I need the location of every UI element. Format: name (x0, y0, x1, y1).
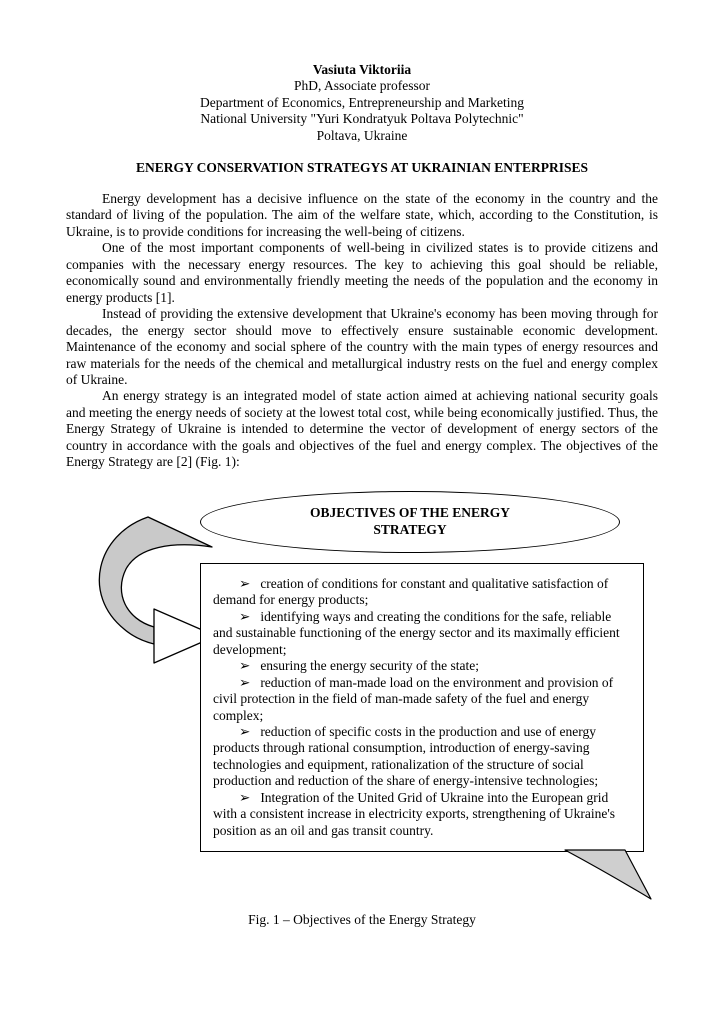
figure-objectives-box (200, 563, 644, 853)
objective-item (213, 576, 633, 609)
objective-text: ensuring the energy security of the state; (260, 658, 479, 674)
arrow-bullet-icon: ➢ (239, 608, 251, 624)
author-name: Vasiuta Viktoriia (312, 62, 412, 77)
objective-text: identifying ways and creating the conditions for the safe, reliable and sustainable functioning of the energy sector and its maximally efficient development; (213, 608, 620, 657)
objective-item (213, 675, 633, 724)
objective-item (213, 790, 633, 839)
objective-text: Integration of the United Grid of Ukraine into the European grid with a consistent increase in electricity exports, strengthening of Ukraine's position as an oil and gas transit country. (213, 789, 616, 838)
objective-text: reduction of specific costs in the production and use of energy products through rational consumption, introduction of energy-saving technologies and equipment, rationalization of the structure of social production and reduction of the share of energy-intensive technologies; (213, 724, 599, 789)
objective-item (213, 658, 633, 674)
figure-1 (66, 491, 658, 929)
paragraph-3: Instead of providing the extensive development that Ukraine's economy has been moving through for decades, the energy sector should move to effectively ensure sustainable economic development. Maintenance of the economy and social sphere of the country with the main types of energy resources and raw materials for the needs of the chemical and metallurgical industry rests on the fuel and energy complex of Ukraine. (66, 306, 658, 387)
arrow-bullet-icon: ➢ (239, 658, 251, 674)
paragraph-1: Energy development has a decisive influence on the state of the economy in the country and the standard of living of the population. The aim of the welfare state, which, according to the Constitution, is Ukraine, is to provide conditions for increasing the well-being of citizens. (66, 190, 658, 239)
author-university: National University "Yuri Kondratyuk Poltava Polytechnic" (200, 111, 524, 127)
paragraph-4: An energy strategy is an integrated model of state action aimed at achieving national security goals and meeting the energy needs of society at the lowest total cost, while being economically justified. Thus, the Energy Strategy of Ukraine is intended to determine the vector of development of energy sectors of the country in accordance with the goals and objectives of the fuel and energy complex. The objectives of the Energy Strategy are [2] (Fig. 1): (66, 388, 658, 470)
author-position: PhD, Associate professor (293, 78, 431, 94)
paper-title: ENERGY CONSERVATION STRATEGYS AT UKRAINIAN ENTERPRISES (135, 160, 588, 176)
author-department: Department of Economics, Entrepreneurship and Marketing (200, 94, 524, 110)
objective-item (213, 724, 633, 790)
arrow-bullet-icon: ➢ (239, 575, 251, 591)
objective-text: reduction of man-made load on the environment and provision of civil protection in the field of man-made safety of the fuel and energy complex; (213, 674, 614, 723)
arrow-bullet-icon: ➢ (239, 724, 251, 739)
paragraph-2: One of the most important components of well-being in civilized states is to provide citizens and companies with the necessary energy resources. The key to achieving this goal should be reliable, economically sound and environmentally friendly meeting the needs of the population and the economy in energy products [1]. (66, 240, 658, 305)
author-block (66, 62, 658, 144)
figure-caption: Fig. 1 – Objectives of the Energy Strategy (248, 912, 476, 928)
box-corner-tail-icon (563, 849, 655, 905)
objective-item (213, 609, 633, 658)
arrow-bullet-icon: ➢ (239, 789, 251, 805)
author-location: Poltava, Ukraine (316, 127, 408, 143)
figure-ellipse (200, 491, 620, 553)
arrow-bullet-icon: ➢ (239, 674, 251, 690)
figure-ellipse-title: OBJECTIVES OF THE ENERGY STRATEGY (310, 504, 510, 537)
objective-text: creation of conditions for constant and qualitative satisfaction of demand for energy products; (213, 575, 609, 608)
